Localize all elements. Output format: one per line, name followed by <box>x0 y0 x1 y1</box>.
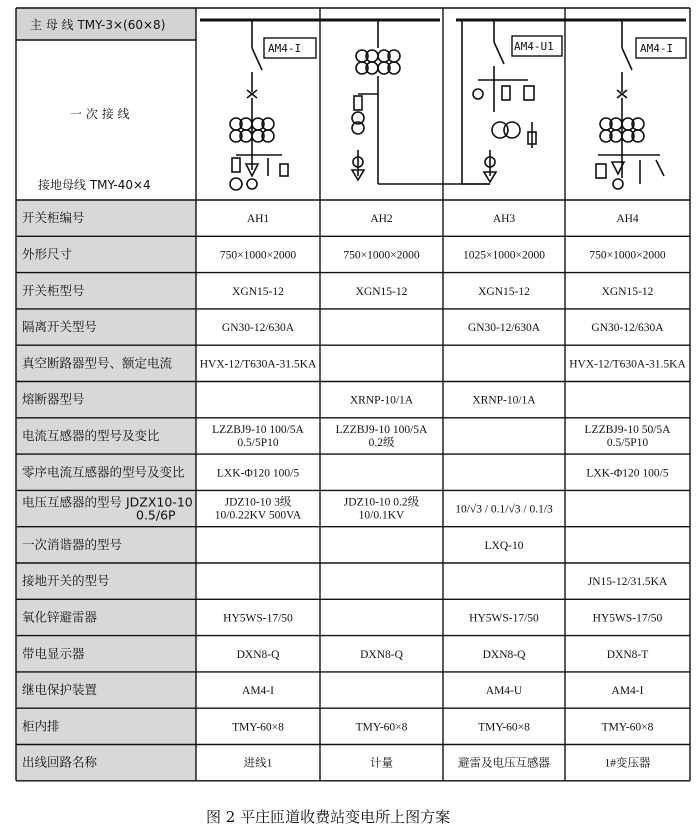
table-cell: LXQ-10 <box>484 539 524 552</box>
table-cell: HY5WS-17/50 <box>592 612 663 625</box>
table-cell: DXN8-Q <box>360 648 403 661</box>
table-cell: DXN8-T <box>606 648 649 661</box>
table-cell: HVX-12/T630A-31.5KA <box>199 358 317 371</box>
table-cell: 10/√3 / 0.1/√3 / 0.1/3 <box>455 503 553 516</box>
figure-caption: 图 2 平庄匝道收费站变电所上图方案 <box>206 808 451 826</box>
table-cell: GN30-12/630A <box>221 322 295 335</box>
table-cell: XGN15-12 <box>355 285 408 298</box>
row-label: 零序电流互感器的型号及变比 <box>22 464 185 480</box>
main-bus-label: 主 母 线 TMY-3×(60×8) <box>30 18 166 32</box>
header-left-panel <box>16 8 196 200</box>
table-cell: TMY-60×8 <box>601 721 654 734</box>
row-label: 开关柜编号 <box>22 210 85 226</box>
table-cell: GN30-12/630A <box>591 322 664 335</box>
table-cell: AH4 <box>616 213 639 226</box>
table-cell: LXK-Φ120 100/5 <box>216 467 300 480</box>
table-cell: AH2 <box>370 213 393 226</box>
row-label: 真空断路器型号、额定电流 <box>22 355 173 371</box>
row-label: 继电保护装置 <box>22 682 98 698</box>
panel-tag-ah1: AM4-I <box>268 42 302 55</box>
table-cell: XGN15-12 <box>232 285 284 298</box>
row-label: 熔断器型号 <box>22 391 85 407</box>
table-cell: XGN15-12 <box>478 285 530 298</box>
table-cell: 避雷及电压互感器 <box>458 757 550 770</box>
row-label: 接地开关的型号 <box>22 573 110 589</box>
table-cell: DXN8-Q <box>236 648 280 661</box>
table-cell: LZZBJ9-10 100/5A 0.2级 <box>335 423 428 449</box>
table-cell: LXK-Φ120 100/5 <box>586 467 669 480</box>
panel-tag-ah4: AM4-I <box>640 42 674 55</box>
table-cell: LZZBJ9-10 50/5A 0.5/5P10 <box>584 423 671 449</box>
table-cell: 750×1000×2000 <box>589 249 666 262</box>
row-label: 外形尺寸 <box>22 246 73 262</box>
row-label: 带电显示器 <box>22 645 85 661</box>
table-cell: HVX-12/T630A-31.5KA <box>569 358 686 371</box>
table-cell: LZZBJ9-10 100/5A 0.5/5P10 <box>212 423 304 449</box>
table-cell: 750×1000×2000 <box>343 249 420 262</box>
table-cell: XRNP-10/1A <box>349 394 414 407</box>
ground-bus-label: 接地母线 TMY-40×4 <box>38 178 151 192</box>
row-label: 隔离开关型号 <box>22 319 98 335</box>
row-label: 一次消谐器的型号 <box>22 536 123 552</box>
table-cell: XGN15-12 <box>601 285 654 298</box>
row-label: 柜内排 <box>22 718 60 734</box>
schematic-ah2 <box>352 20 490 184</box>
table-cell: XRNP-10/1A <box>472 394 536 407</box>
panel-tag-ah3: AM4-U1 <box>514 40 554 53</box>
table-cell: GN30-12/630A <box>467 322 541 335</box>
table-cell: TMY-60×8 <box>355 721 408 734</box>
row-label: 出线回路名称 <box>22 754 98 770</box>
table-cell: TMY-60×8 <box>232 721 284 734</box>
row-label: 电流互感器的型号及变比 <box>22 427 160 443</box>
table-cell: AM4-U <box>485 685 523 698</box>
table-cell: JDZ10-10 3级 10/0.22KV 500VA <box>214 496 302 522</box>
table-cell: HY5WS-17/50 <box>469 612 539 625</box>
table-cell: DXN8-Q <box>482 648 526 661</box>
schematic-ah1 <box>230 20 316 190</box>
table-cell: TMY-60×8 <box>478 721 530 734</box>
table-cell: 750×1000×2000 <box>219 249 297 262</box>
table-cell: JN15-12/31.5KA <box>587 576 668 589</box>
table-cell: HY5WS-17/50 <box>223 612 293 625</box>
primary-wiring-label: 一 次 接 线 <box>70 107 130 121</box>
table-cell: 计量 <box>370 757 393 770</box>
table-cell: AH1 <box>246 213 270 226</box>
table-cell: 进线1 <box>243 757 273 770</box>
table-cell: 1#变压器 <box>604 757 651 770</box>
row-label: 开关柜型号 <box>22 282 85 298</box>
schematic-ah3 <box>462 20 562 184</box>
table-cell: JDZ10-10 0.2级 10/0.1KV <box>343 496 420 522</box>
row-label: 电压互感器的型号 JDZX10-10 0.5/6P <box>22 494 193 523</box>
table-cell: AM4-I <box>611 685 644 698</box>
schematic-ah4 <box>596 20 686 189</box>
table-cell: AH3 <box>492 213 516 226</box>
table-cell: 1025×1000×2000 <box>463 249 545 262</box>
row-label: 氧化锌避雷器 <box>22 609 98 625</box>
table-cell: AM4-I <box>242 685 274 698</box>
spec-table <box>16 200 690 781</box>
